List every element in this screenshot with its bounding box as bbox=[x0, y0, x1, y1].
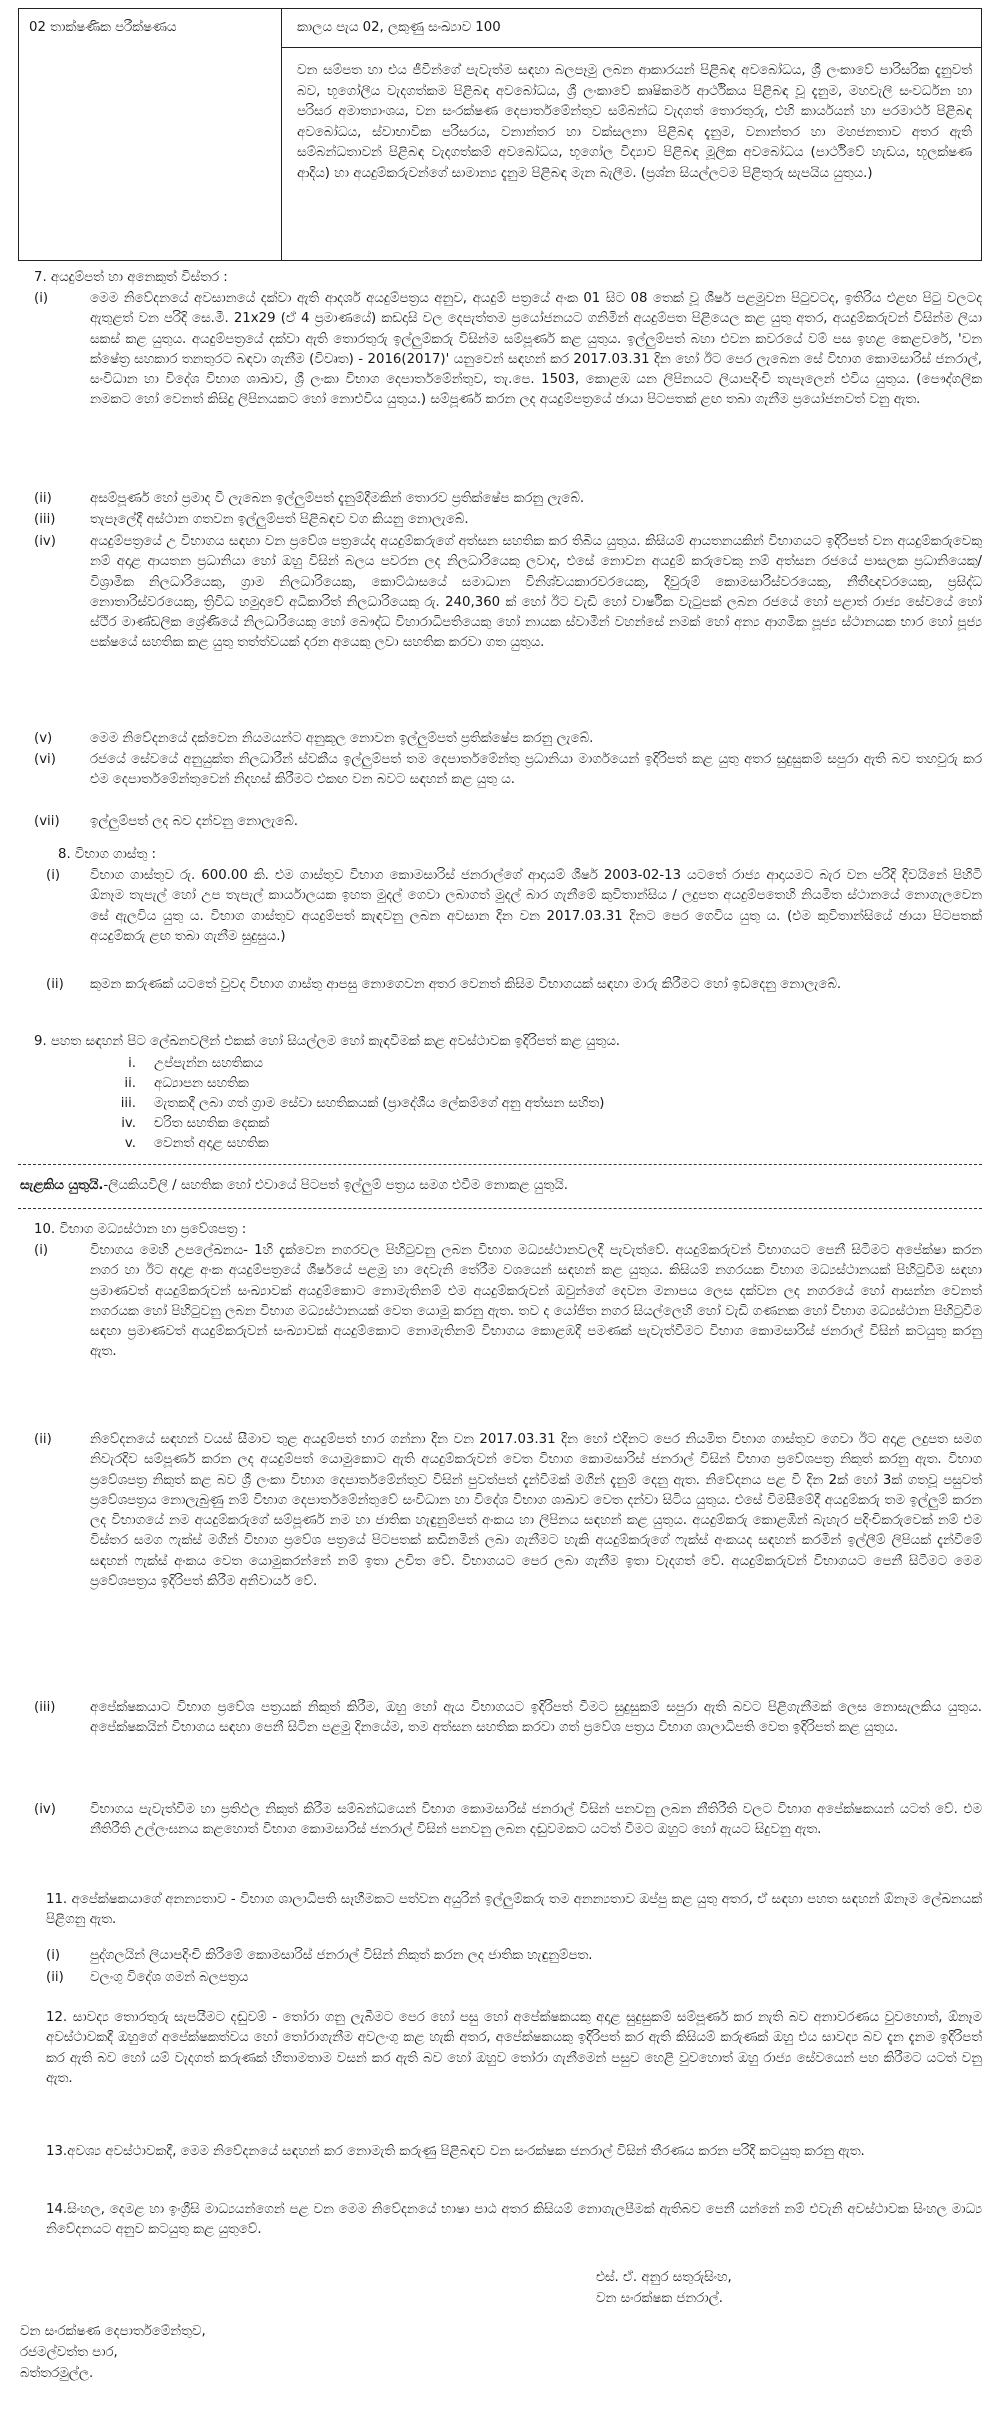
item-text: කුමන කරුණක් යටතේ වුවද විභාග ගාස්තු ආපසු නොගෙවන අතර වෙනත් කිසිම විභාගයක් සඳහා මාරු කිරීමට හෝ ඉඩදෙනු නොලැබේ. bbox=[90, 977, 842, 992]
item-number: (i) bbox=[46, 868, 61, 883]
section-9-item-4 bbox=[96, 1114, 269, 1134]
item-number: i. bbox=[128, 1056, 136, 1071]
signatory-name: එස්. ඒ. අනුර සතුරුසිංහ, bbox=[596, 2270, 732, 2285]
section-9-item-5 bbox=[96, 1134, 269, 1154]
note-text: -ලියකියවිලි / සහතික හෝ එවායේ පිටපත් ඉල්ලුම් පත්‍රය සමග එවීම නොකළ යුතුයි. bbox=[103, 1178, 568, 1193]
attention-note bbox=[20, 1176, 568, 1196]
item-number: (v) bbox=[34, 731, 53, 746]
item-text: චරිත සහතික දෙකක් bbox=[154, 1116, 270, 1131]
item-number: ii. bbox=[124, 1076, 136, 1091]
item-text: මැතකදී ලබා ගත් ග්‍රාම සේවා සහතිකයක් (ප්‍රාදේශීය ලේකම්ගේ අනු අත්සන සහිත) bbox=[154, 1096, 605, 1111]
address-line-3: බත්තරමුල්ල. bbox=[20, 2366, 94, 2381]
section-9-item-3 bbox=[96, 1094, 604, 1114]
item-text: පුද්ගලයින් ලියාපදිංචි කිරීමේ කොමසාරිස් ජනරාල් විසින් නිකුත් කරන ලද ජාතික හැඳුනුම්පත. bbox=[90, 1948, 593, 1963]
item-number: (iii) bbox=[34, 512, 56, 527]
table-horizontal-rule bbox=[281, 47, 981, 48]
note-label: සැළකිය යුතුයි. bbox=[20, 1178, 104, 1193]
item-text: අසම්පූර්ණ හෝ ප්‍රමාද වී ලැබෙන ඉල්ලුම්පත් දැනුම්දීමකින් තොරව ප්‍රතික්ෂේප කරනු ලැබේ. bbox=[90, 491, 585, 506]
item-number: (vii) bbox=[34, 814, 60, 829]
signatory-title: වන සංරක්ෂක ජනරාල්. bbox=[596, 2291, 723, 2306]
item-text: අයදුම්පත්‍රයේ උ විභාගය සඳහා වන ප්‍රවේශ පත්‍රයේද අයදුම්කරුගේ අත්සන සහතික කර තිබිය යුතුය. කිසියම් ආයතනයකින් විභාගයට ඉදිරිපත් වන අයදුම්කරුවෙකු නම් අදාළ ආයතන ප්‍රධානියා හෝ ඔහු විසින් බලය පවරන ලද නිලධාරියෙකු ලවාද, එසේ නොවන අයදුම් කරුවෙකු නම් අත්සන රජයේ පාසලක ප්‍රධානියෙකු/ විශ්‍රාමික නිලධාරියෙකු, ග්‍රාම නිලධාරියෙකු, කොට්ඨාසයේ සමාධාන විනිශ්චයකාරවරයෙකු, දිවුරුම් කොමසාරිස්වරයෙකු, නීතීඥවරයෙකු, ප්‍රසිද්ධ නොතාරිස්වරයෙකු, ත්‍රිවිධ හමුදාවේ අධිකාරිත් නිලධාරියෙකු රු. 240,360 ක් හෝ ඊට වැඩි හෝ වාර්ෂික වැටුපක් ලබන රජයේ හෝ පළාත් රාජ්‍ය සේවයේ හෝ ස්ථිර මාණ්ඩලික ශ්‍රේණියේ නිලධාරියෙකු හෝ බෞද්ධ විහාරාධිපතියෙකු හෝ නායක ස්වාමීන් වහන්සේ නමක් හෝ අන්‍ය ආගමික පූජ්‍ය ස්ථානයක භාර හෝ පූජ්‍ය පක්ෂයේ සහතික කළ යුතු තත්ත්වයක් දරන අයෙකු ලවා සහතික කරවා ගත යුතුය. bbox=[90, 534, 982, 651]
item-text: උප්පැන්න සහතිකය bbox=[154, 1056, 263, 1071]
item-text: නිවේදනයේ සඳහන් වයස් සීමාව තුළ අයදුම්පත් භාර ගන්නා දින වන 2017.03.31 දින හෝ එදිනට පෙර නියමිත විභාග ගාස්තුව ගෙවා ඊට අදාළ ලදුපත සමග නිවැරදිව සම්පූර්ණ කරන ලද අයදුම්පත් යොමුකොට ඇති අයදුම්කරුවන් වෙත විභාග කොමසාරිස් ජනරාල් විසින් විභාග ප්‍රවේශපත්‍ර නිකුත් කරනු ඇත. විභාග ප්‍රවේශපත්‍ර නිකුත් කළ බව ශ්‍රී ලංකා විභාග දෙපාර්තමේන්තුව විසින් පුවත්පත් දැන්වීමක් මගින් දැනුම් දෙනු ඇත. නිවේදනය පළ වී දින 2ක් හෝ 3ක් ගතවූ පසුවත් ප්‍රවේශපත්‍රය නොලැබුණු නම් විභාග දෙපාර්තමේන්තුවේ සංවිධාන හා විදේශ විභාග ශාඛාව වෙත දන්වා සිටිය යුතුය. එසේ විමසීමේදී අයදුම්කරු තම ඉල්ලුම් කරන ලද විභාගයේ නම අයදුම්කරුගේ සම්පූර්ණ නම හා ජාතික හැඳුනුම්පත් අංකය හා ලිපිනය සඳහන් කළ යුතුය. අයදුම්කරු කොළඹින් බැහැර පදිංචිකරුවෙක් නම් එම විස්තර සමග ෆැක්ස් මගින් විභාග ප්‍රවේශ පත්‍රයේ පිටපතක් කඩිනමින් ලබා ගැනීමට හැකි අයදුම්කරුගේ ෆැක්ස් අංකයද සඳහන් කරමින් ඉල්ලීම් ලිපියක් දැන්වීමේ සඳහන් ෆැක්ස් අංකය වෙත යොමුකරන්නේ නම් ඉතා උචිත වේ. විභාගයට පෙර ලබා ගැනීම ඉතා වැදගත් වේ. අයදුම්කරුවන් විභාගයට පෙනී සිටීමට මෙම ප්‍රවේශපත්‍රය ඉදිරිපත් කිරීම අනිවාර්ය වේ. bbox=[90, 1432, 982, 1590]
item-text: විභාගය පැවැත්වීම හා ප්‍රතිඵල නිකුත් කිරීම සම්බන්ධයෙන් විභාග කොමසාරිස් ජනරාල් විසින් පනවනු ලබන නීතිරීති වලට විභාග අපේක්ෂකයන් යටත් වේ. එම නීතිරීති උල්ලංඝනය කළහොත් විභාග කොමසාරිස් ජනරාල් විසින් පනවනු ලබන දඬුවමකට යටත් වීමට ඔහුට හෝ ඇයට සිදුවනු ඇත. bbox=[90, 1802, 982, 1838]
item-number: (ii) bbox=[34, 1432, 52, 1447]
section-9-item-2 bbox=[96, 1074, 249, 1094]
section-9-item-1 bbox=[96, 1054, 263, 1074]
section-7-heading bbox=[34, 268, 228, 288]
item-number: (i) bbox=[46, 1948, 61, 1963]
address-line-1: වන සංරක්ෂණ දෙපාර්තමේන්තුව, bbox=[20, 2324, 206, 2339]
item-number: (i) bbox=[34, 291, 49, 306]
section-10-heading bbox=[34, 1220, 246, 1240]
item-number: (iv) bbox=[34, 1802, 56, 1817]
section-8-title: 8. විභාග ගාස්තු : bbox=[58, 847, 156, 862]
item-text: වෙනත් අදාළ සහතික bbox=[154, 1136, 269, 1151]
section-8-heading bbox=[58, 845, 156, 865]
item-text: විභාගය මෙහි උපලේඛනය- 1හි දැක්වෙන නගරවල පිහිටුවනු ලබන විභාග මධ්‍යස්ථානවලදී පැවැත්වේ. අයදුම්කරුවන් විභාගයට පෙනී සිටීමට අපේක්ෂා කරන නගර හා ඊට අදාළ අංක අයදුම්පත්‍රයේ ශීර්ෂයේ පළමු හා දෙවැනි තේරීම වශයෙන් සඳහන් කළ යුතුය. කිසියම් නගරයක විභාග මධ්‍යස්ථානයක් පිහිටුවීම සඳහා ප්‍රමාණවත් අයදුම්කරුවන් සංඛ්‍යාවක් අයදුම්කොට නොමැතිනම් එම අයදුම්කරුවන් ඔවුන්ගේ දෙවන මනාපය ලෙස දක්වන ලද නගරයේ හෝ ආසන්න වෙනත් නගරයක හෝ පිහිටුවනු ලබන විභාග මධ්‍යස්ථානයක් වෙත යොමු කරනු ඇත. තව ද යෝජිත නගර සියල්ලෙහි හෝ වැඩි ගණනක හෝ විභාග මධ්‍යස්ථාන පිහිටුවීම සඳහා ප්‍රමාණවත් අයදුම්කරුවන් සංඛ්‍යාවක් අයදුම්කොට නොමැතිනම් විභාගය කොළඹදී පමණක් පැවැත්වීමට විභාග කොමසාරිස් ජනරාල් විසින් කටයුතු කරනු ඇත. bbox=[90, 1243, 982, 1360]
item-text: විභාග ගාස්තුව රු. 600.00 කි. එම ගාස්තුව විභාග කොමසාරිස් ජනරාල්ගේ ආදායම් ශීර්ෂ 2003-02-13 යටතේ රාජ්‍ය ආදායමට බැර වන පරිදි දිවයිනේ පිහිටි ඕනෑම තැපැල් හෝ උප තැපැල් කාර්යාලයක ඉහත මුදල් ගෙවා ලබාගත් මුදල් බාර ගැනීමේ කුවිතාන්සිය / ලදුපත අයදුම්පතෙහි නියමිත ස්ථානයේ නොගැලවෙන සේ ඇලවිය යුතු ය. විභාග ගාස්තුව අයදුම්පත් කැඳවනු ලබන අවසාන දින වන 2017.03.31 දිනට පෙර ගෙවිය යුතු ය. (එම කුවිතාන්සියේ ඡායා පිටපතක් අයදුම්කරු ළඟ තබා ගැනීම සුදුසුය.) bbox=[90, 868, 982, 944]
item-number: (i) bbox=[34, 1243, 49, 1258]
section-13-text: 13.අවශ්‍ය අවස්ථාවකදී, මෙම නිවේදනයේ සඳහන් කර නොමැති කරුණු පිළිබඳව වන සංරක්ෂක ජනරාල් විසින් තීරණය කරන පරිදි කටයුතු කරනු ඇත. bbox=[46, 2144, 865, 2159]
item-number: (ii) bbox=[46, 977, 64, 992]
section-9-title: 9. පහත සඳහන් පිට ලේඛනවලින් එකක් හෝ සියල්ලම හෝ කැඳවීමක් කළ අවස්ථාවක ඉදිරිපත් කළ යුතුය. bbox=[34, 1034, 620, 1049]
item-text: වලංගු විදේශ ගමන් බලපත්‍රය bbox=[90, 1970, 249, 1985]
section-14-text: 14.සිංහල, දෙමළ හා ඉංග්‍රීසි මාධ්‍යයන්ගෙන් පළ වන මෙම නිවේදනයේ භාෂා පාඨ අතර කිසියම් නොගැලපීමක් ඇතිබව පෙනී යන්නේ නම් එවැනි අවස්ථාවක සිංහල මාධ්‍ය නිවේදනයට අනුව කටයුතු කළ යුතුවේ. bbox=[46, 2202, 982, 2238]
exam-duration-marks: කාලය පැය 02, ලකුණු සංඛ්‍යාව 100 bbox=[297, 20, 501, 35]
item-text: තැපෑලේදී අස්ථාන ගතවන ඉල්ලුම්පත් පිළිබඳව වග කියනු නොලැබේ. bbox=[90, 512, 469, 527]
exam-table bbox=[18, 8, 982, 261]
dashed-separator bbox=[18, 1208, 982, 1209]
section-9-heading bbox=[34, 1032, 620, 1052]
section-12-text: 12. සාවද්‍ය තොරතුරු සැපයීමට දඬුවම් - තෝරා ගනු ලැබීමට පෙර හෝ පසු හෝ අපේක්ෂකයකු අදාළ සුදුසුකම් සම්පූර්ණ කර නැති බව අනාවරණය වුවහොත්, ඕනෑම අවස්ථාවකදී ඔහුගේ අපේක්ෂකත්වය හෝ තෝරාගැනීම අවලංගු කළ හැකි අතර, අපේක්ෂකයකු ඉදිරිපත් කර ඇති කිසියම් කරුණක් ඔහු එය සාවද්‍ය බව දැන දැනම ඉදිරිපත් කර ඇති බව හෝ යම් වැදගත් කරුණක් හිතාමතාම වසන් කර ඇති බව හෝ ඔහුව තෝරා ගැනීමෙන් පසුව හෙළි වුවහොත් ඔහු රාජ්‍ය සේවයෙන් පහ කිරීමට යටත් වනු ඇත. bbox=[46, 2010, 982, 2086]
item-number: (vi) bbox=[34, 752, 56, 767]
dashed-separator bbox=[18, 1164, 982, 1165]
section-11-title: 11. අපේක්ෂකයාගේ අනන්‍යතාව - විභාග ශාලාධිපති සෑහීමකට පත්වන අයුරින් ඉල්ලුම්කරු තම අනන්‍යතාව ඔප්පු කළ යුතු අතර, ඒ සඳහා පහත සඳහන් ඕනෑම ලේඛනයක් පිළිගනු ඇත. bbox=[46, 1892, 982, 1928]
item-number: iv. bbox=[121, 1116, 136, 1131]
section-7-title: 7. අයදුම්පත් හා අනෙකුත් විස්තර : bbox=[34, 270, 228, 285]
item-number: (iii) bbox=[34, 1700, 56, 1715]
address-line-2: රජමල්වත්ත පාර, bbox=[20, 2345, 118, 2360]
item-text: අපේක්ෂකයාට විභාග ප්‍රවේශ පත්‍රයක් නිකුත් කිරීම, ඔහු හෝ ඇය විභාගයට ඉදිරිපත් වීමට සුදුසුකම් සපුරා ඇති බවට පිළිගැනීමක් ලෙස නොසැලකිය යුතුය. අපේක්ෂකයින් විභාගය සඳහා පෙනී සිටින පළමු දිනයේම, තම අත්සන සහතික කරවා ගත් ප්‍රවේශ පත්‍රය විභාග ශාලාධිපති වෙත ඉදිරිපත් කළ යුතුය. bbox=[90, 1700, 982, 1736]
item-number: iii. bbox=[120, 1096, 136, 1111]
item-text: මෙම නිවේදනයේ අවසානයේ දක්වා ඇති ආදර්ශ අයදුම්පත්‍රය අනුව, අයදුම් පත්‍රයේ අංක 01 සිට 08 තෙක් වූ ශීර්ෂ පළමුවන පිටුවටද, ඉතිරිය එළඟ පිටු වලටද ඇතුළත් වන පරිදි සෙ.මී. 21x29 (ඒ 4 ප්‍රමාණයේ) කඩදාසි වල දෙපැත්තම ප්‍රයෝජනයට ගනිමින් අයදුම්පත පිළියෙල කළ යුතු අතර, අයදුම්කරුවන් විසින්ම ලියා සකස් කළ යුතුය. අයදුම්පත්‍රයේ දක්වා ඇති තොරතුරු ඉල්ලුම්කරු විසින්ම සම්පූර්ණ කළ යුතුය. ඉල්ලුම්පත් බහා එවන කවරයේ වම් පස ඉහළ කෙළවරේ, 'වන ක්ෂේත්‍ර සහකාර තනතුරට බඳවා ගැනීම (විවෘත) - 2016(2017)' යනුවෙන් සඳහන් කර 2017.03.31 දින හෝ ඊට පෙර ලැබෙන සේ විභාග කොමසාරිස් ජනරාල්, සංවිධාන හා විදේශ විභාග ශාඛාව, ශ්‍රී ලංකා විභාග දෙපාර්තමේන්තුව, තැ.පෙ. 1503, කොළඹ යන ලිපිනයට ලියාපදිංචි තැපෑලෙන් එවිය යුතුය. (පෞද්ගලික නමකට හෝ වෙනත් කිසිදු ලිපිනයකට හෝ නොඑවිය යුතුය.) සම්පූර්ණ කරන ලද අයදුම්පත්‍රයේ ඡායා පිටපතක් ළඟ තබා ගැනීම ප්‍රයෝජනවත් වනු ඇත. bbox=[90, 291, 982, 408]
item-number: v. bbox=[124, 1136, 136, 1151]
item-text: ඉල්ලුම්පත් ලද බව දන්වනු නොලැබේ. bbox=[90, 814, 298, 829]
section-7-item-1 bbox=[34, 289, 982, 479]
item-number: (iv) bbox=[34, 534, 56, 549]
item-number: (ii) bbox=[34, 491, 52, 506]
exam-description: වන සම්පත හා එය ජීවීන්ගේ පැවැත්ම සඳහා බලපෑමු ලබන ආකාරයන් පිළිබඳ අවබෝධය, ශ්‍රී ලංකාවේ පාරිසරික දැනුවත් බව, භූගෝලීය වැදගත්කම පිළිබඳ අවබෝධය, ශ්‍රී ලංකාවේ කෘෂිකර්ම ආර්ථිකය පිළිබඳ වූ දැනුම, මහවැලි සංවර්ධන හා පරිසර අමාත්‍යාංශය, වන සංරක්ෂණ දෙපාර්තමේන්තුව සම්බන්ධ වැදගත් තොරතුරු, එහි කාර්යයන් හා පරමාර්ථ පිළිබඳ අවබෝධය, ස්වාභාවික පරිසරය, වනාන්තර හා වක්සලනා පිළිබඳ දැනුම, වනාන්තර හා මහජනතාව අතර ඇති සම්බන්ධතාවන් පිළිබඳ වැදගත්කම් අවබෝධය, භූගෝල විද්‍යාව පිළිබඳ මූලික අවබෝධය (පාර්ථිවේ හැඩය, භූලක්ෂණ ආදිය) හා අයදුම්කරුවන්ගේ සාමාන්‍ය දැනුම පිළිබඳ මැන බැලීම. (ප්‍රශ්න සියල්ලටම පිළිතුරු සැපයිය යුතුය.) bbox=[297, 63, 972, 181]
exam-subject: 02 තාක්ෂණික පරීක්ෂණය bbox=[29, 20, 177, 35]
item-text: අධ්‍යාපන සහතික bbox=[154, 1076, 249, 1091]
section-10-title: 10. විභාග මධ්‍යස්ථාන හා ප්‍රවේශපත්‍ර : bbox=[34, 1222, 247, 1237]
item-text: මෙම නිවේදනයේ දක්වෙන නියමයන්ට අනුකූල නොවන ඉල්ලුම්පත් ප්‍රතික්ෂේප කරනු ලැබේ. bbox=[90, 731, 594, 746]
item-text: රජයේ සේවයේ අනුයුක්ත නිලධාරීන් ස්වකීය ඉල්ලුම්පත් තම දෙපාර්තමේන්තු ප්‍රධානියා මාර්ගයෙන් ඉදිරිපත් කළ යුතු අතර සුදුසුකම් සපුරා ඇති බව තහවුරු කර එම දෙපාර්තමේන්තුවෙන් නිදහස් කිරීමට එකඟ වන බවට සඳහන් කළ යුතු ය. bbox=[90, 752, 982, 788]
item-number: (ii) bbox=[46, 1970, 64, 1985]
